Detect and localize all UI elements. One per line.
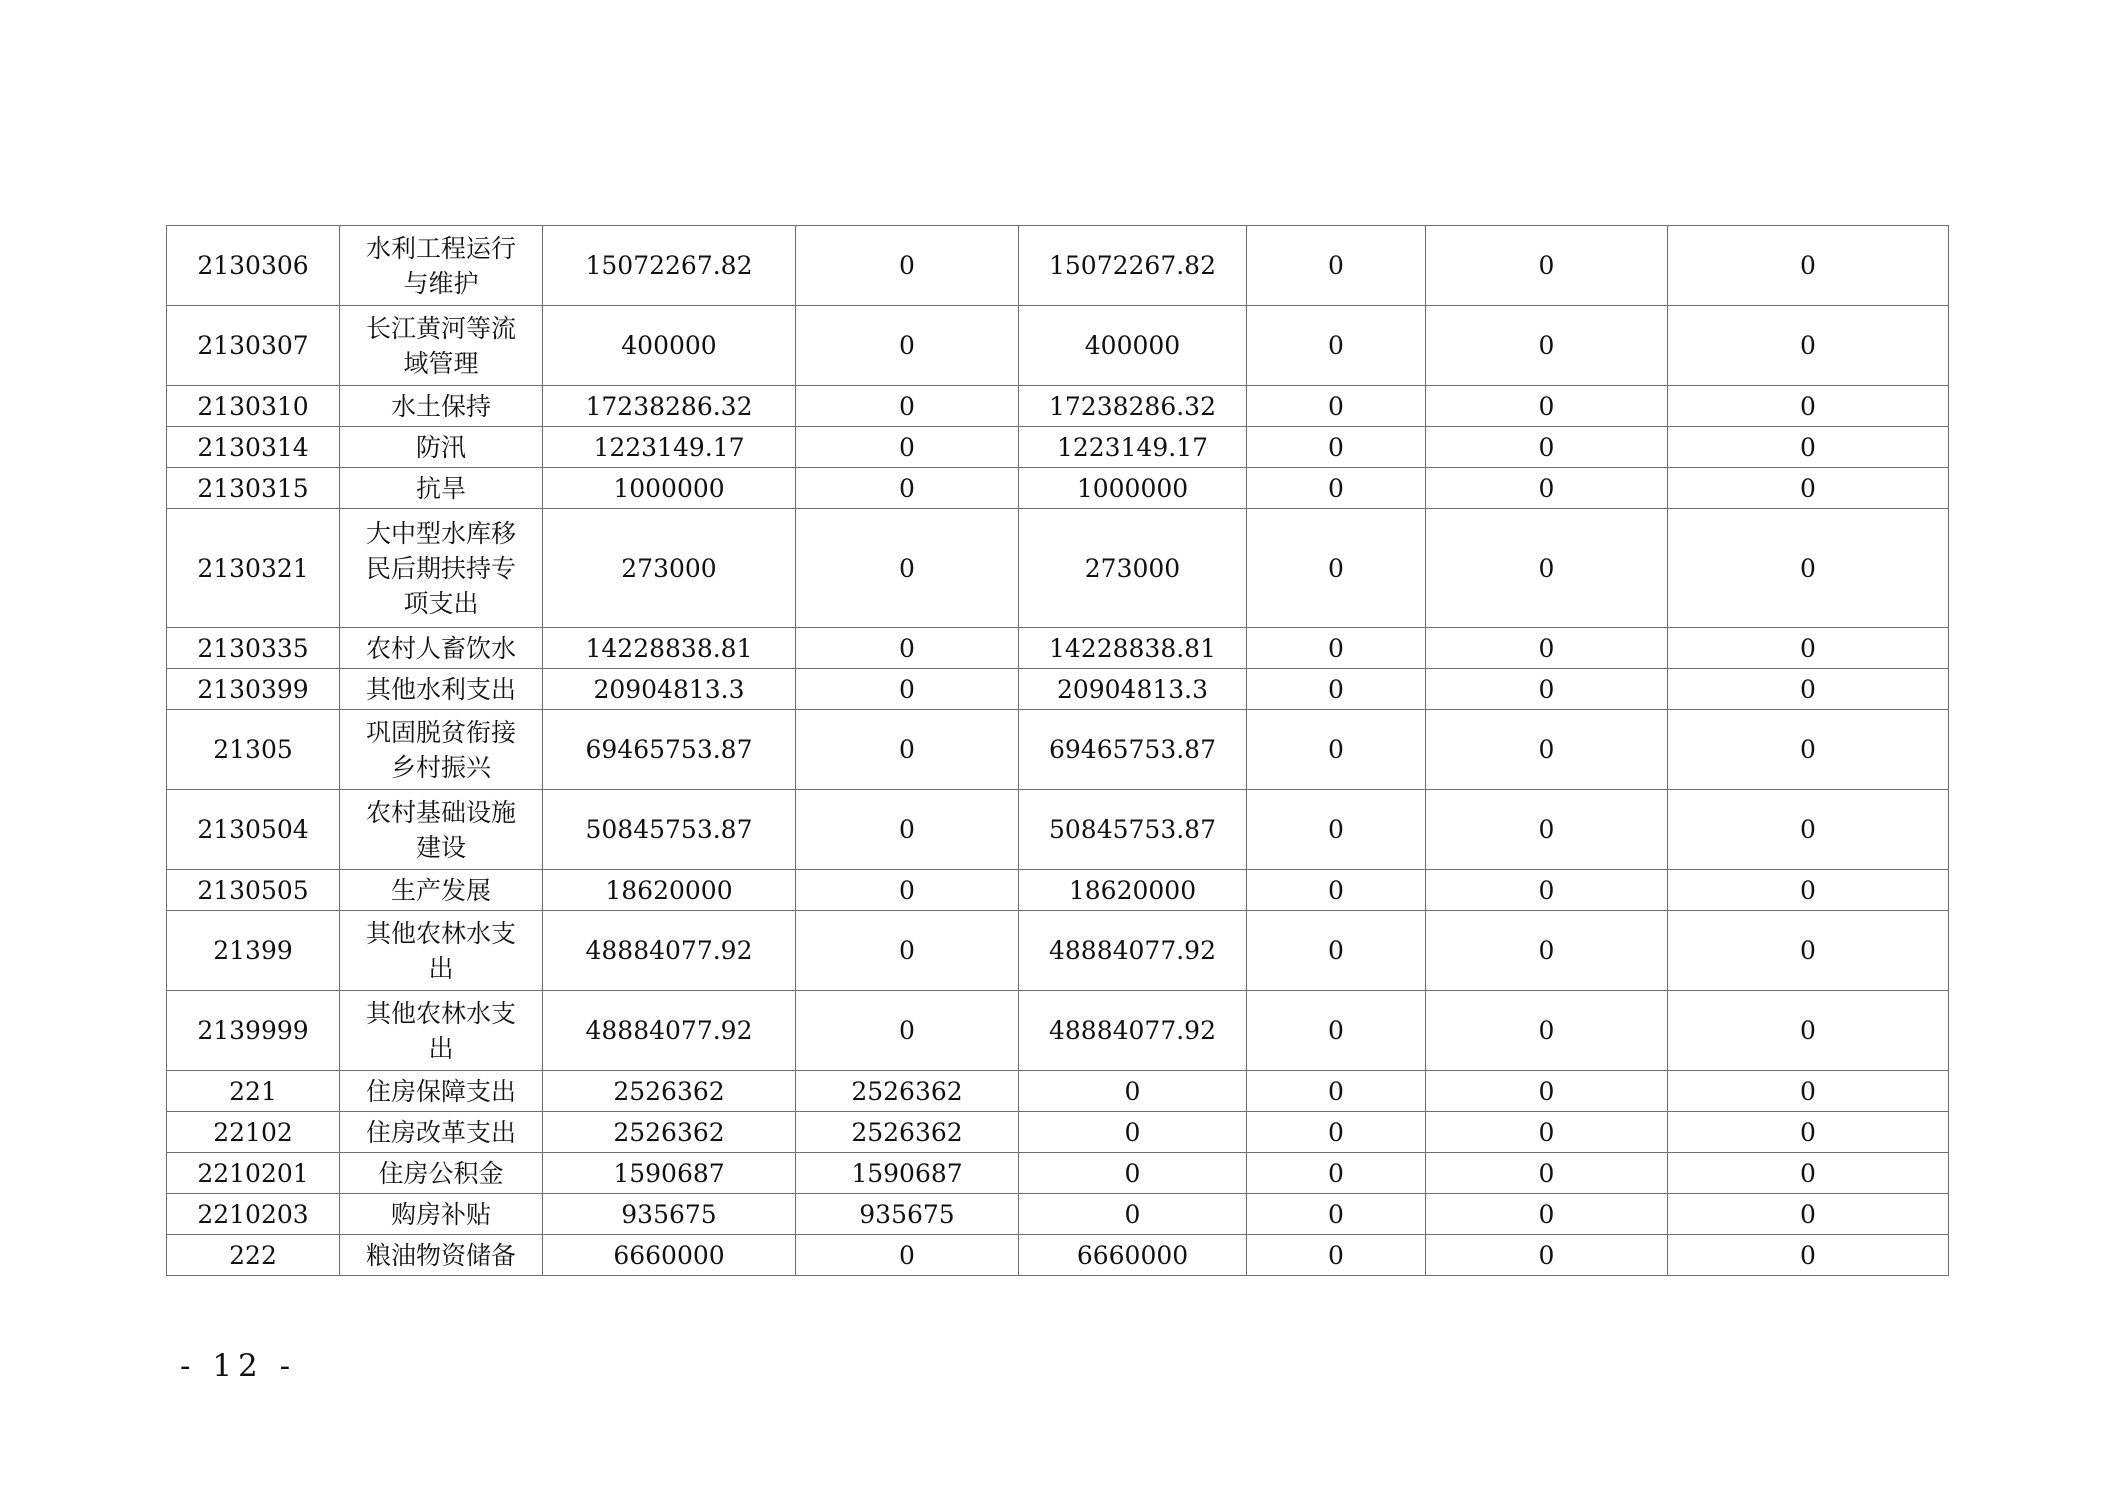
basic-cell: 0 bbox=[796, 1235, 1019, 1276]
value-cell: 0 bbox=[1426, 468, 1668, 509]
code-cell: 21399 bbox=[167, 911, 340, 991]
value-cell: 0 bbox=[1247, 1235, 1426, 1276]
basic-cell: 0 bbox=[796, 427, 1019, 468]
code-cell: 2130321 bbox=[167, 509, 340, 628]
table-row bbox=[167, 911, 1949, 991]
basic-cell: 1590687 bbox=[796, 1153, 1019, 1194]
value-cell: 0 bbox=[1426, 628, 1668, 669]
basic-cell: 0 bbox=[796, 991, 1019, 1071]
value-cell: 0 bbox=[1426, 386, 1668, 427]
name-cell: 住房保障支出 bbox=[340, 1071, 543, 1112]
value-cell: 0 bbox=[1247, 870, 1426, 911]
project-cell: 17238286.32 bbox=[1019, 386, 1247, 427]
value-cell: 0 bbox=[1247, 226, 1426, 306]
project-cell: 1223149.17 bbox=[1019, 427, 1247, 468]
total-cell: 48884077.92 bbox=[543, 991, 796, 1071]
value-cell: 0 bbox=[1668, 226, 1949, 306]
name-cell: 其他农林水支出 bbox=[340, 991, 543, 1071]
value-cell: 0 bbox=[1426, 509, 1668, 628]
value-cell: 0 bbox=[1426, 1112, 1668, 1153]
value-cell: 0 bbox=[1426, 710, 1668, 790]
value-cell: 0 bbox=[1426, 306, 1668, 386]
page-number: - 12 - bbox=[180, 1348, 297, 1384]
name-cell: 其他水利支出 bbox=[340, 669, 543, 710]
value-cell: 0 bbox=[1668, 1071, 1949, 1112]
total-cell: 50845753.87 bbox=[543, 790, 796, 870]
code-cell: 2130314 bbox=[167, 427, 340, 468]
name-cell: 农村人畜饮水 bbox=[340, 628, 543, 669]
value-cell: 0 bbox=[1668, 306, 1949, 386]
value-cell: 0 bbox=[1668, 991, 1949, 1071]
name-cell: 生产发展 bbox=[340, 870, 543, 911]
code-cell: 2130505 bbox=[167, 870, 340, 911]
table-row bbox=[167, 991, 1949, 1071]
value-cell: 0 bbox=[1426, 870, 1668, 911]
table-row bbox=[167, 1194, 1949, 1235]
code-cell: 222 bbox=[167, 1235, 340, 1276]
code-cell: 221 bbox=[167, 1071, 340, 1112]
total-cell: 1590687 bbox=[543, 1153, 796, 1194]
value-cell: 0 bbox=[1668, 1235, 1949, 1276]
budget-table bbox=[166, 225, 1949, 1276]
basic-cell: 0 bbox=[796, 226, 1019, 306]
basic-cell: 0 bbox=[796, 790, 1019, 870]
code-cell: 2130315 bbox=[167, 468, 340, 509]
value-cell: 0 bbox=[1668, 427, 1949, 468]
table-row bbox=[167, 509, 1949, 628]
total-cell: 400000 bbox=[543, 306, 796, 386]
value-cell: 0 bbox=[1247, 628, 1426, 669]
value-cell: 0 bbox=[1247, 306, 1426, 386]
table-row bbox=[167, 1235, 1949, 1276]
basic-cell: 0 bbox=[796, 468, 1019, 509]
value-cell: 0 bbox=[1668, 509, 1949, 628]
project-cell: 400000 bbox=[1019, 306, 1247, 386]
name-cell: 水利工程运行与维护 bbox=[340, 226, 543, 306]
value-cell: 0 bbox=[1426, 1194, 1668, 1235]
value-cell: 0 bbox=[1247, 1153, 1426, 1194]
total-cell: 15072267.82 bbox=[543, 226, 796, 306]
basic-cell: 0 bbox=[796, 509, 1019, 628]
value-cell: 0 bbox=[1426, 226, 1668, 306]
name-cell: 抗旱 bbox=[340, 468, 543, 509]
table-row bbox=[167, 790, 1949, 870]
project-cell: 6660000 bbox=[1019, 1235, 1247, 1276]
total-cell: 69465753.87 bbox=[543, 710, 796, 790]
total-cell: 1223149.17 bbox=[543, 427, 796, 468]
table-row bbox=[167, 226, 1949, 306]
table-row bbox=[167, 386, 1949, 427]
value-cell: 0 bbox=[1247, 1071, 1426, 1112]
value-cell: 0 bbox=[1668, 468, 1949, 509]
project-cell: 0 bbox=[1019, 1194, 1247, 1235]
value-cell: 0 bbox=[1426, 427, 1668, 468]
project-cell: 0 bbox=[1019, 1153, 1247, 1194]
table-row bbox=[167, 1112, 1949, 1153]
value-cell: 0 bbox=[1668, 1194, 1949, 1235]
name-cell: 其他农林水支出 bbox=[340, 911, 543, 991]
basic-cell: 0 bbox=[796, 628, 1019, 669]
value-cell: 0 bbox=[1668, 628, 1949, 669]
value-cell: 0 bbox=[1668, 1153, 1949, 1194]
value-cell: 0 bbox=[1247, 790, 1426, 870]
value-cell: 0 bbox=[1247, 427, 1426, 468]
value-cell: 0 bbox=[1668, 386, 1949, 427]
total-cell: 1000000 bbox=[543, 468, 796, 509]
value-cell: 0 bbox=[1247, 1112, 1426, 1153]
total-cell: 2526362 bbox=[543, 1112, 796, 1153]
name-cell: 住房公积金 bbox=[340, 1153, 543, 1194]
project-cell: 48884077.92 bbox=[1019, 991, 1247, 1071]
value-cell: 0 bbox=[1247, 386, 1426, 427]
total-cell: 20904813.3 bbox=[543, 669, 796, 710]
total-cell: 17238286.32 bbox=[543, 386, 796, 427]
basic-cell: 0 bbox=[796, 911, 1019, 991]
table-row bbox=[167, 870, 1949, 911]
project-cell: 48884077.92 bbox=[1019, 911, 1247, 991]
basic-cell: 2526362 bbox=[796, 1071, 1019, 1112]
code-cell: 21305 bbox=[167, 710, 340, 790]
value-cell: 0 bbox=[1668, 1112, 1949, 1153]
name-cell: 巩固脱贫衔接乡村振兴 bbox=[340, 710, 543, 790]
project-cell: 0 bbox=[1019, 1112, 1247, 1153]
code-cell: 22102 bbox=[167, 1112, 340, 1153]
name-cell: 水土保持 bbox=[340, 386, 543, 427]
total-cell: 48884077.92 bbox=[543, 911, 796, 991]
basic-cell: 0 bbox=[796, 386, 1019, 427]
project-cell: 1000000 bbox=[1019, 468, 1247, 509]
code-cell: 2130307 bbox=[167, 306, 340, 386]
project-cell: 273000 bbox=[1019, 509, 1247, 628]
value-cell: 0 bbox=[1426, 1071, 1668, 1112]
value-cell: 0 bbox=[1668, 710, 1949, 790]
value-cell: 0 bbox=[1247, 1194, 1426, 1235]
table-row bbox=[167, 1071, 1949, 1112]
project-cell: 14228838.81 bbox=[1019, 628, 1247, 669]
value-cell: 0 bbox=[1668, 669, 1949, 710]
code-cell: 2130399 bbox=[167, 669, 340, 710]
table-row bbox=[167, 628, 1949, 669]
project-cell: 20904813.3 bbox=[1019, 669, 1247, 710]
project-cell: 18620000 bbox=[1019, 870, 1247, 911]
project-cell: 15072267.82 bbox=[1019, 226, 1247, 306]
table-row bbox=[167, 468, 1949, 509]
value-cell: 0 bbox=[1426, 790, 1668, 870]
code-cell: 2130306 bbox=[167, 226, 340, 306]
table-row bbox=[167, 1153, 1949, 1194]
value-cell: 0 bbox=[1668, 911, 1949, 991]
value-cell: 0 bbox=[1247, 991, 1426, 1071]
value-cell: 0 bbox=[1426, 1235, 1668, 1276]
name-cell: 住房改革支出 bbox=[340, 1112, 543, 1153]
table-row bbox=[167, 669, 1949, 710]
value-cell: 0 bbox=[1668, 790, 1949, 870]
name-cell: 长江黄河等流域管理 bbox=[340, 306, 543, 386]
total-cell: 6660000 bbox=[543, 1235, 796, 1276]
table-row bbox=[167, 427, 1949, 468]
value-cell: 0 bbox=[1247, 669, 1426, 710]
basic-cell: 2526362 bbox=[796, 1112, 1019, 1153]
name-cell: 大中型水库移民后期扶持专项支出 bbox=[340, 509, 543, 628]
table-row bbox=[167, 710, 1949, 790]
basic-cell: 0 bbox=[796, 870, 1019, 911]
table-row bbox=[167, 306, 1949, 386]
code-cell: 2130310 bbox=[167, 386, 340, 427]
name-cell: 农村基础设施建设 bbox=[340, 790, 543, 870]
value-cell: 0 bbox=[1668, 870, 1949, 911]
code-cell: 2210203 bbox=[167, 1194, 340, 1235]
project-cell: 50845753.87 bbox=[1019, 790, 1247, 870]
code-cell: 2139999 bbox=[167, 991, 340, 1071]
basic-cell: 935675 bbox=[796, 1194, 1019, 1235]
total-cell: 273000 bbox=[543, 509, 796, 628]
code-cell: 2130335 bbox=[167, 628, 340, 669]
basic-cell: 0 bbox=[796, 306, 1019, 386]
code-cell: 2210201 bbox=[167, 1153, 340, 1194]
value-cell: 0 bbox=[1247, 710, 1426, 790]
name-cell: 购房补贴 bbox=[340, 1194, 543, 1235]
name-cell: 防汛 bbox=[340, 427, 543, 468]
total-cell: 2526362 bbox=[543, 1071, 796, 1112]
name-cell: 粮油物资储备 bbox=[340, 1235, 543, 1276]
value-cell: 0 bbox=[1247, 911, 1426, 991]
project-cell: 69465753.87 bbox=[1019, 710, 1247, 790]
value-cell: 0 bbox=[1426, 669, 1668, 710]
value-cell: 0 bbox=[1426, 991, 1668, 1071]
code-cell: 2130504 bbox=[167, 790, 340, 870]
basic-cell: 0 bbox=[796, 710, 1019, 790]
total-cell: 18620000 bbox=[543, 870, 796, 911]
value-cell: 0 bbox=[1247, 509, 1426, 628]
basic-cell: 0 bbox=[796, 669, 1019, 710]
value-cell: 0 bbox=[1247, 468, 1426, 509]
value-cell: 0 bbox=[1426, 1153, 1668, 1194]
value-cell: 0 bbox=[1426, 911, 1668, 991]
project-cell: 0 bbox=[1019, 1071, 1247, 1112]
total-cell: 14228838.81 bbox=[543, 628, 796, 669]
total-cell: 935675 bbox=[543, 1194, 796, 1235]
